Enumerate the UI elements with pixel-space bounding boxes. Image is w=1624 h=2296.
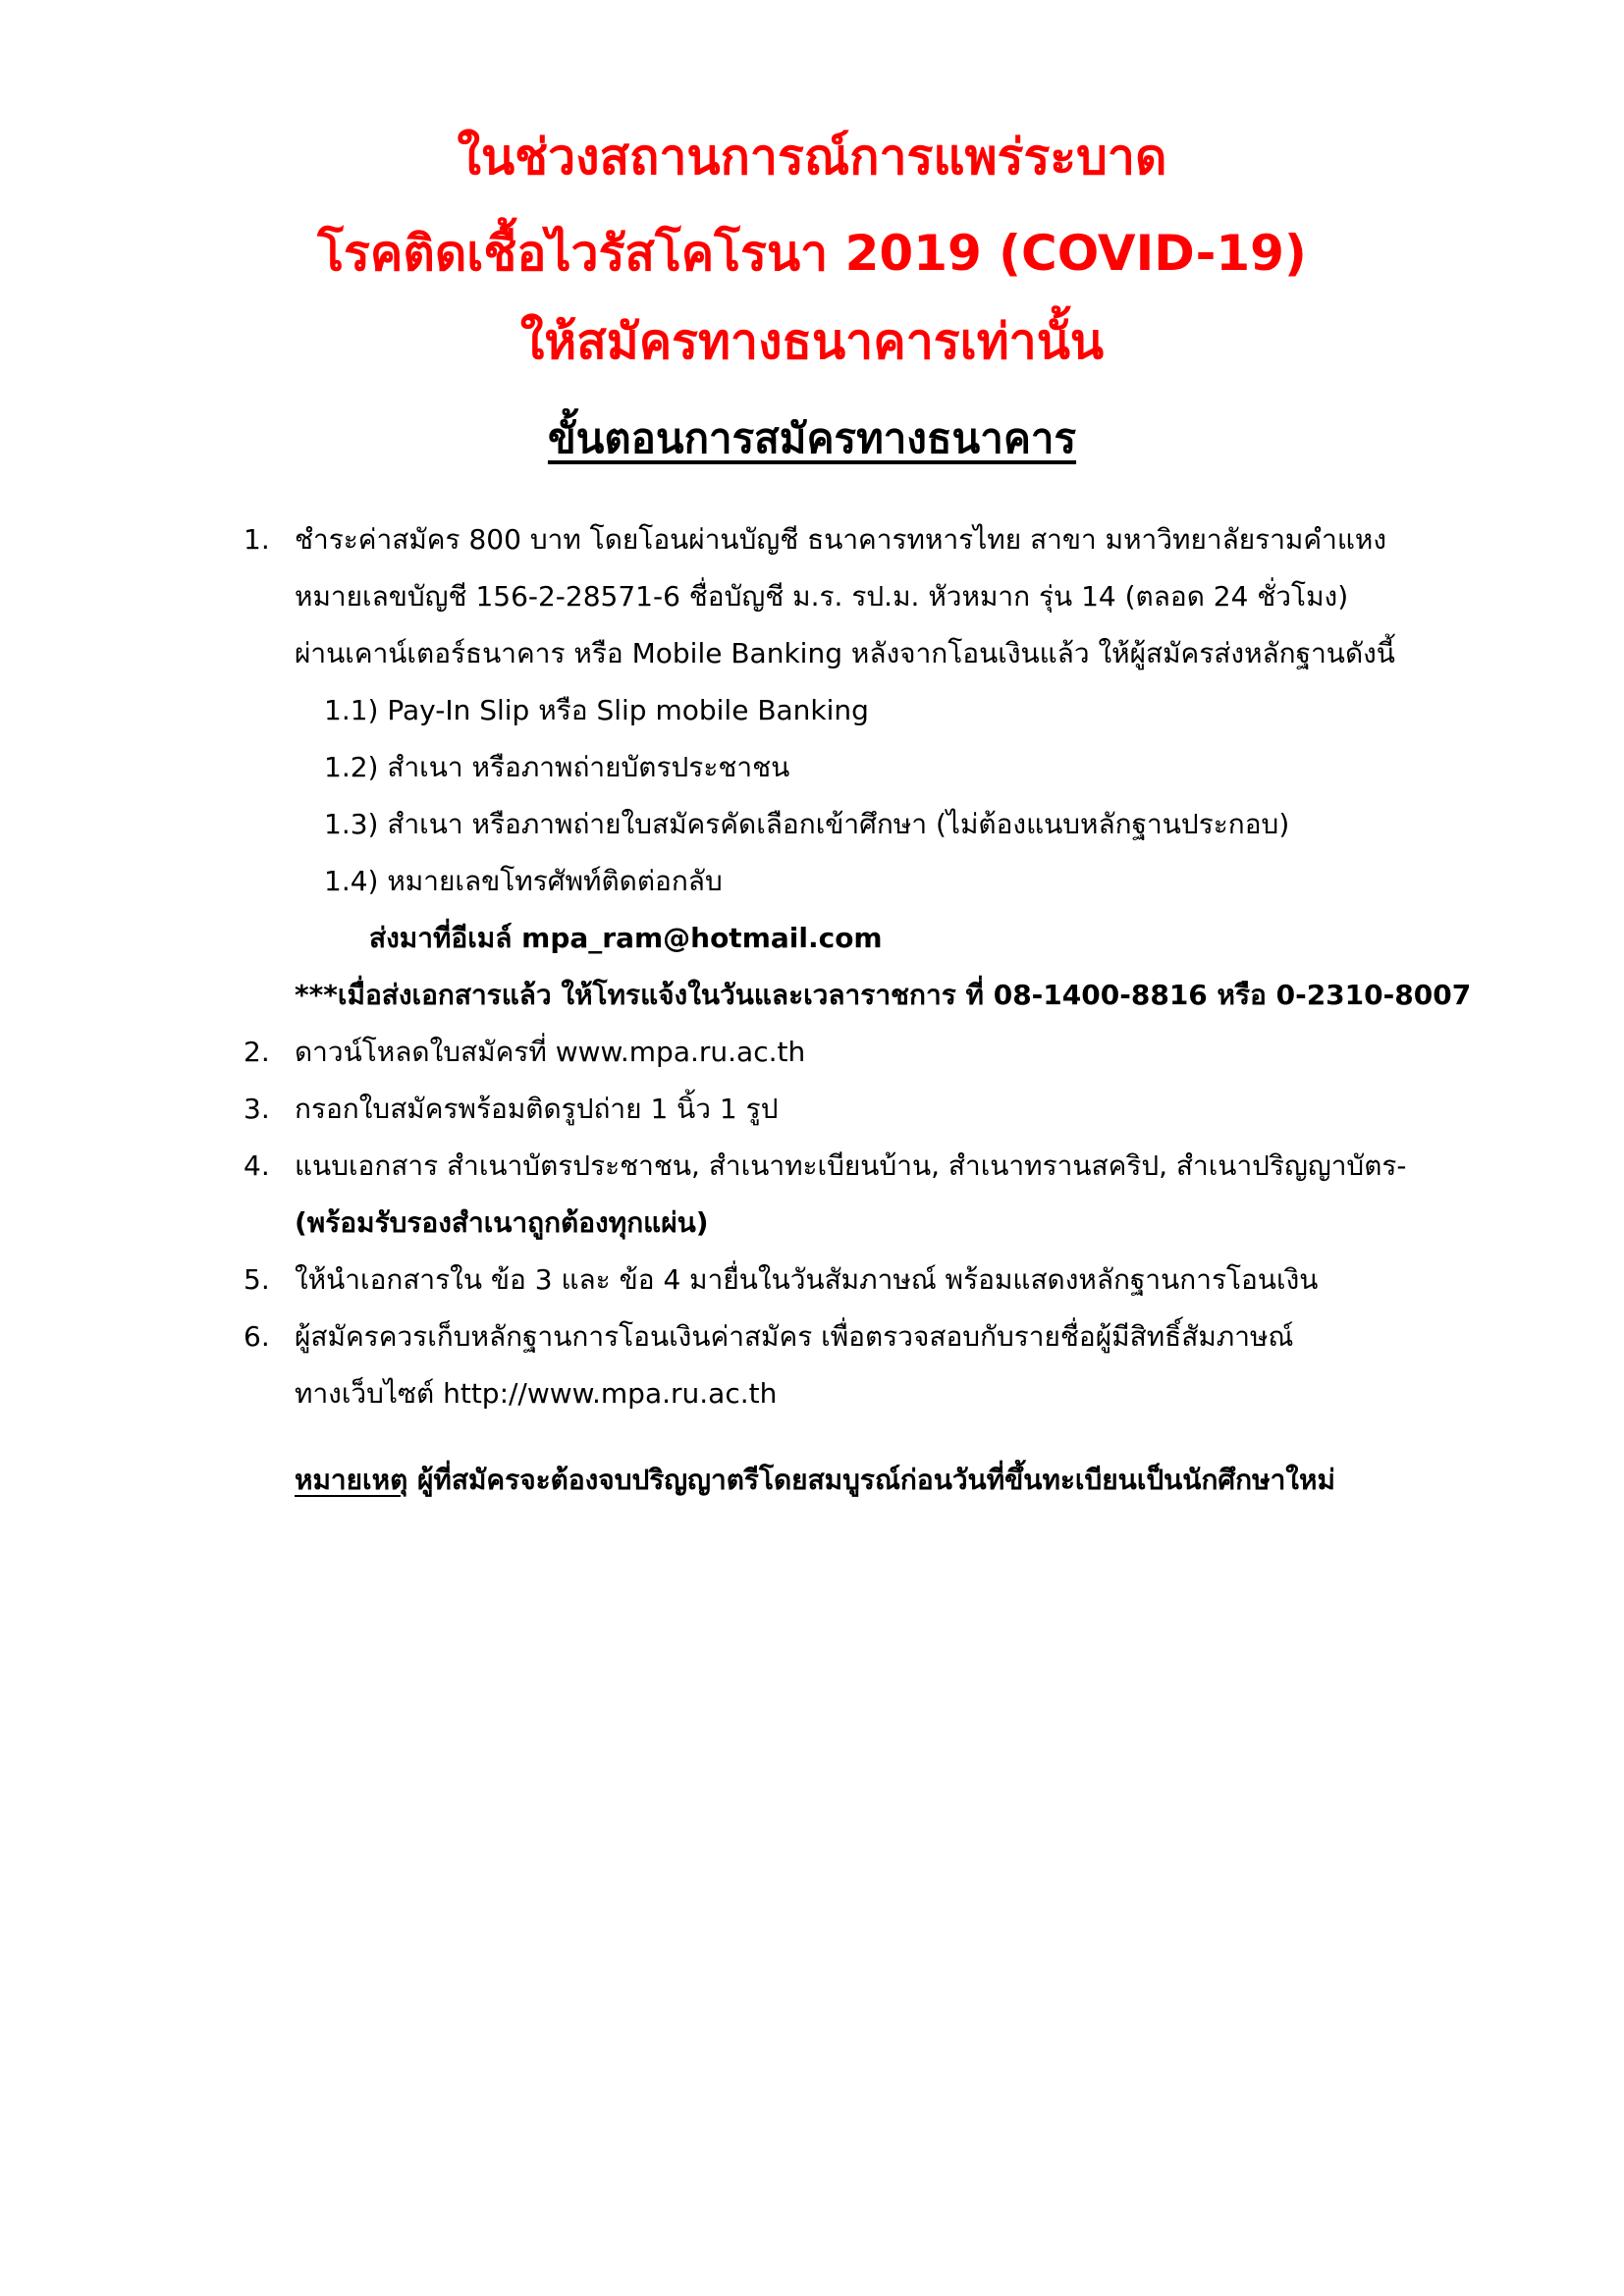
step-2-link[interactable]: www.mpa.ru.ac.th — [555, 1036, 806, 1068]
step-2-line — [295, 1033, 805, 1072]
title-line-3: ให้สมัครทางธนาคารเท่านั้น — [519, 313, 1105, 370]
step-1-line-3: ผ่านเคาน์เตอร์ธนาคาร หรือ Mobile Banking หลังจากโอนเงินแล้ว ให้ผู้สมัครส่งหลักฐานดังนี้ — [295, 637, 1395, 669]
step-2-text: ดาวน์โหลดใบสมัครที่ — [295, 1036, 556, 1068]
step-1-line-1: ชำระค่าสมัคร 800 บาท โดยโอนผ่านบัญชี ธนาคารทหารไทย สาขา มหาวิทยาลัยรามคำแหง — [295, 523, 1387, 556]
step-3-text: กรอกใบสมัครพร้อมติดรูปถ่าย 1 นิ้ว 1 รูป — [295, 1093, 779, 1125]
title-line-1: ในช่วงสถานการณ์การแพร่ระบาด — [457, 129, 1167, 186]
step-2-number: 2. — [244, 1036, 270, 1068]
step-1-sub-2: 1.2) สำเนา หรือภาพถ่ายบัตรประชาชน — [324, 751, 790, 783]
step-6-line-2: ทางเว็บไซต์ http://www.mpa.ru.ac.th — [295, 1377, 778, 1410]
step-6-number: 6. — [244, 1320, 270, 1353]
step-4-line-1: แนบเอกสาร สำเนาบัตรประชาชน, สำเนาทะเบียนบ้าน, สำเนาทรานสคริป, สำเนาปริญญาบัตร- — [295, 1149, 1407, 1182]
note — [295, 1461, 1335, 1500]
step-6-line-1: ผู้สมัครควรเก็บหลักฐานการโอนเงินค่าสมัคร เพื่อตรวจสอบกับรายชื่อผู้มีสิทธิ์สัมภาษณ์ — [295, 1320, 1294, 1353]
step-1-notice: ***เมื่อส่งเอกสารแล้ว ให้โทรแจ้งในวันและเวลาราชการ ที่ 08-1400-8816 หรือ 0-2310-8007 — [295, 979, 1472, 1011]
step-1-sub-3: 1.3) สำเนา หรือภาพถ่ายใบสมัครคัดเลือกเข้าศึกษา (ไม่ต้องแนบหลักฐานประกอบ) — [324, 808, 1290, 840]
step-1-number: 1. — [244, 523, 270, 556]
step-1-line-2: หมายเลขบัญชี 156-2-28571-6 ชื่อบัญชี ม.ร. รป.ม. หัวหมาก รุ่น 14 (ตลอด 24 ชั่วโมง) — [295, 580, 1349, 613]
note-text: ผู้ที่สมัครจะต้องจบปริญญาตรีโดยสมบูรณ์ก่อนวันที่ขึ้นทะเบียนเป็นนักศึกษาใหม่ — [407, 1464, 1335, 1496]
step-3-number: 3. — [244, 1093, 270, 1125]
step-1-sub-1: 1.1) Pay-In Slip หรือ Slip mobile Banking — [324, 694, 869, 726]
step-1-email: ส่งมาที่อีเมล์ mpa_ram@hotmail.com — [369, 922, 883, 954]
step-1-sub-4: 1.4) หมายเลขโทรศัพท์ติดต่อกลับ — [324, 865, 723, 897]
note-label: หมายเหตุ — [295, 1464, 408, 1496]
step-5-number: 5. — [244, 1263, 270, 1296]
step-4-number: 4. — [244, 1149, 270, 1182]
step-5-text: ให้นำเอกสารใน ข้อ 3 และ ข้อ 4 มายื่นในวันสัมภาษณ์ พร้อมแสดงหลักฐานการโอนเงิน — [295, 1263, 1319, 1296]
step-4-line-2: (พร้อมรับรองสำเนาถูกต้องทุกแผ่น) — [295, 1206, 709, 1239]
procedure-heading: ขั้นตอนการสมัครทางธนาคาร — [547, 414, 1077, 462]
title-line-2: โรคติดเชื้อไวรัสโคโรนา 2019 (COVID-19) — [317, 225, 1307, 282]
